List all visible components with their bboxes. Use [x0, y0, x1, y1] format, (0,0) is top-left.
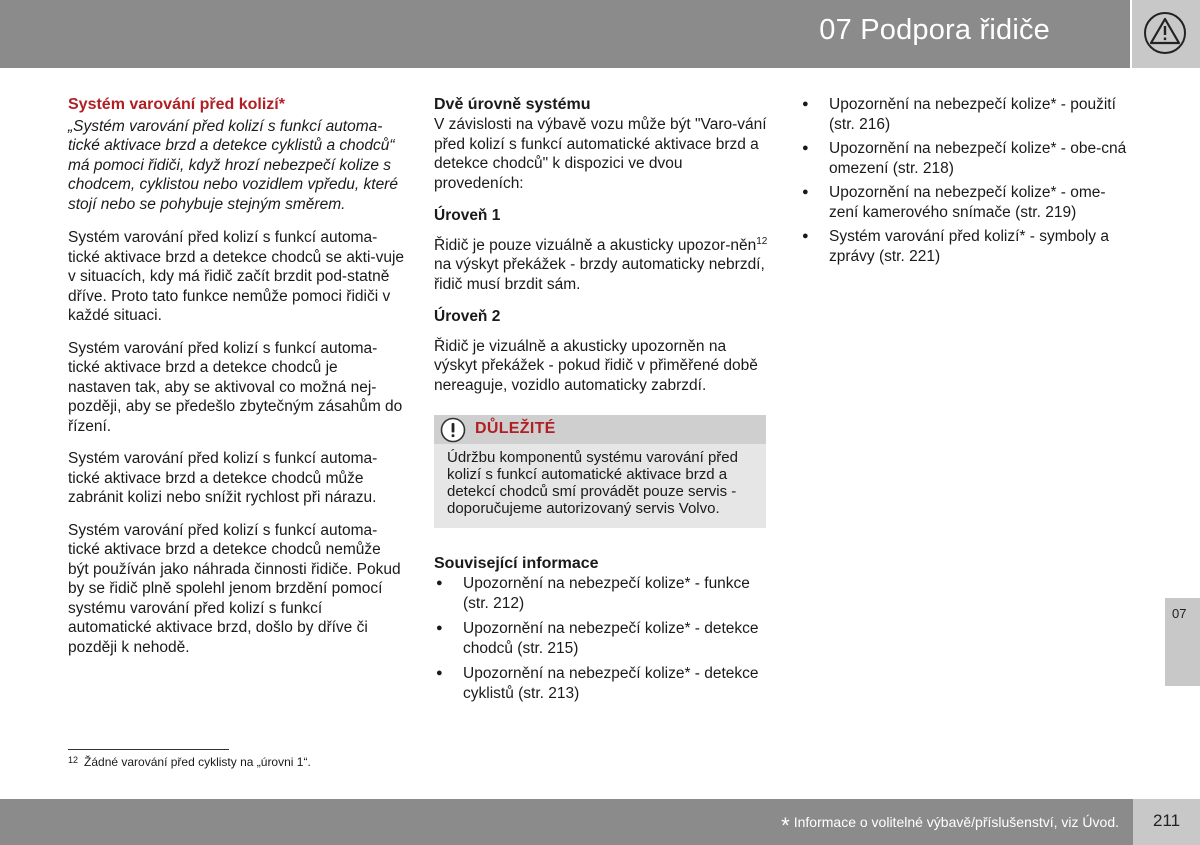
footer-note: * Informace o volitelné výbavě/příslušenství, viz Úvod.	[781, 813, 1119, 838]
related-list	[434, 574, 770, 703]
chapter-title: 07 Podpora řidiče	[819, 14, 1050, 46]
paragraph: Systém varování před kolizí s funkcí automa-tické aktivace brzd a detekce chodců je nastaven tak, aby se aktivoval co možná nej-později, aby se předešlo zbytečným zásahům do řízení.	[68, 339, 403, 435]
related-heading: Související informace	[434, 555, 599, 572]
footnote-text: Žádné varování před cyklisty na „úrovni 1“.	[84, 755, 311, 769]
footnote-divider	[68, 749, 229, 750]
important-text: Údržbu komponentů systému varování před kolizí s funkcí automatické aktivace brzd a detekcí chodců smí provádět pouze servis - doporučujeme autorizovaný servis Volvo.	[447, 449, 738, 517]
related-link[interactable]: ● Systém varování před kolizí* - symboly a zprávy (str. 221)	[800, 227, 1130, 266]
chapter-tab[interactable]	[1165, 598, 1200, 686]
column-left	[68, 95, 404, 670]
related-link[interactable]: ● Upozornění na nebezpečí kolize* - detekce cyklistů (str. 213)	[434, 664, 770, 703]
related-link[interactable]: ● Upozornění na nebezpečí kolize* - detekce chodců (str. 215)	[434, 619, 770, 658]
paragraph: V závislosti na výbavě vozu může být "Varo-vání před kolizí s funkcí automatické aktivace brzd a detekce chodců" k dispozici ve dvou provedeních:	[434, 116, 767, 192]
column-middle	[434, 95, 770, 709]
footnote-number: 12	[68, 755, 79, 765]
header-icon-box	[1132, 0, 1200, 68]
level-2-heading: Úroveň 2	[434, 308, 501, 325]
level-1-heading: Úroveň 1	[434, 207, 501, 224]
important-box	[434, 415, 766, 528]
paragraph: Systém varování před kolizí s funkcí automa-tické aktivace brzd a detekce chodců může zabránit kolizi nebo snížit rychlost při nárazu.	[68, 450, 378, 506]
related-list-continued	[800, 95, 1130, 266]
warning-triangle-icon	[1142, 12, 1188, 54]
paragraph: Systém varování před kolizí s funkcí automa-tické aktivace brzd a detekce chodců nemůže být používán jako náhrada činnosti řidiče. Pokud by se řidič plně spolehl jenom brzdění pomocí systému varování před kolizí s funkcí automatické aktivace brzd, došlo by dříve či později k nehodě.	[68, 521, 401, 656]
intro-text: „Systém varování před kolizí s funkcí automa-tické aktivace brzd a detekce cyklistů a chodců“ má pomoci řidiči, když hrozí nebezpečí kolize s chodcem, cyklistou nebo vozidlem vpředu, které stojí nebo se pohybuje stejným směrem.	[68, 117, 398, 213]
related-link[interactable]: ● Upozornění na nebezpečí kolize* - obe-cná omezení (str. 218)	[800, 139, 1130, 178]
exclamation-icon	[440, 417, 466, 443]
section-heading: Dvě úrovně systému	[434, 96, 591, 113]
related-link[interactable]: ● Upozornění na nebezpečí kolize* - ome-zení kamerového snímače (str. 219)	[800, 183, 1130, 222]
footnote	[68, 755, 311, 769]
related-link[interactable]: ● Upozornění na nebezpečí kolize* - použití (str. 216)	[800, 95, 1130, 134]
asterisk-icon: *	[781, 813, 790, 838]
important-header	[434, 415, 766, 444]
paragraph: Systém varování před kolizí s funkcí automa-tické aktivace brzd a detekce chodců se akti-vuje v situacích, kdy má řidič začít brzdit pod-statně dříve. Proto tato funkce nemůže pomoci řidiči v každé situaci.	[68, 229, 405, 324]
section-title: Systém varování před kolizí*	[68, 96, 285, 113]
important-label: DŮLEŽITÉ	[475, 420, 556, 437]
level-1-text: Řidič je pouze vizuálně a akusticky upozor-něn$^{12}$ na výskyt překážek - brzdy automaticky nebrzdí, řidič musí brzdit sám.	[434, 235, 768, 293]
footnote-ref[interactable]: 12	[756, 235, 768, 247]
related-link[interactable]: ● Upozornění na nebezpečí kolize* - funkce (str. 212)	[434, 574, 770, 613]
page-footer	[0, 799, 1133, 845]
chapter-tab-label: 07	[1172, 606, 1187, 621]
column-right	[800, 95, 1130, 271]
page-number: 211	[1133, 799, 1200, 845]
page-header	[0, 0, 1130, 68]
level-2-text: Řidič je vizuálně a akusticky upozorněn na výskyt překážek - pokud řidič v přiměřené době nereaguje, vozidlo automaticky zabrzdí.	[434, 337, 758, 394]
